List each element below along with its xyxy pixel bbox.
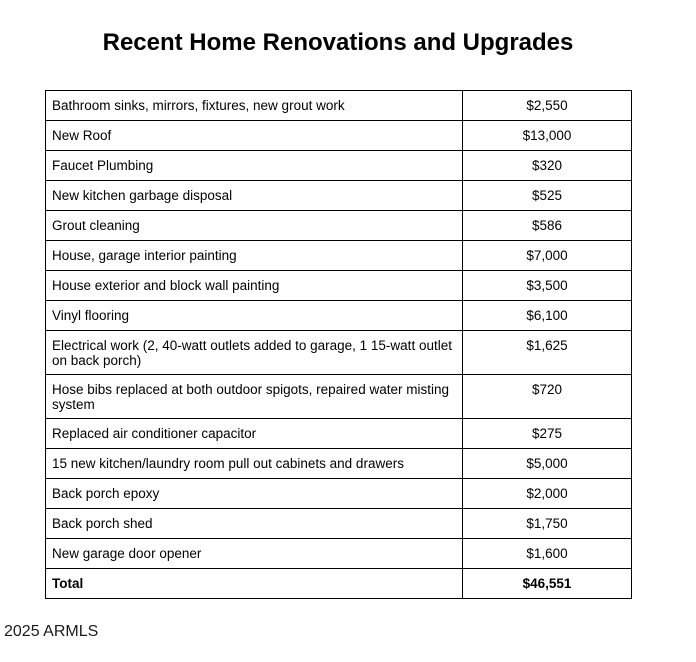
watermark: 2025 ARMLS [4, 623, 99, 640]
item-description: Vinyl flooring [46, 301, 463, 331]
item-description: New kitchen garbage disposal [46, 181, 463, 211]
item-description: New garage door opener [46, 539, 463, 569]
item-cost: $720 [463, 375, 632, 419]
item-description: Bathroom sinks, mirrors, fixtures, new grout work [46, 91, 463, 121]
item-description: Electrical work (2, 40-watt outlets added to garage, 1 15-watt outlet on back porch) [46, 331, 463, 375]
renovations-table [45, 90, 632, 599]
item-description: Faucet Plumbing [46, 151, 463, 181]
item-description: Grout cleaning [46, 211, 463, 241]
item-description: House exterior and block wall painting [46, 271, 463, 301]
item-cost: $1,750 [463, 509, 632, 539]
table-row [46, 91, 632, 121]
table-row [46, 539, 632, 569]
item-cost: $1,600 [463, 539, 632, 569]
table-row [46, 331, 632, 375]
table-row [46, 301, 632, 331]
item-cost: $13,000 [463, 121, 632, 151]
table-row [46, 509, 632, 539]
total-label: Total [46, 569, 463, 599]
item-description: Hose bibs replaced at both outdoor spigots, repaired water misting system [46, 375, 463, 419]
table-row [46, 181, 632, 211]
item-cost: $525 [463, 181, 632, 211]
item-description: Replaced air conditioner capacitor [46, 419, 463, 449]
table-row [46, 121, 632, 151]
table-row [46, 479, 632, 509]
table-row [46, 375, 632, 419]
item-description: Back porch epoxy [46, 479, 463, 509]
item-cost: $7,000 [463, 241, 632, 271]
item-cost: $275 [463, 419, 632, 449]
item-cost: $2,000 [463, 479, 632, 509]
item-description: 15 new kitchen/laundry room pull out cabinets and drawers [46, 449, 463, 479]
table-row [46, 271, 632, 301]
item-cost: $320 [463, 151, 632, 181]
item-cost: $6,100 [463, 301, 632, 331]
total-row [46, 569, 632, 599]
item-description: Back porch shed [46, 509, 463, 539]
table-row [46, 419, 632, 449]
table-row [46, 449, 632, 479]
table-row [46, 151, 632, 181]
item-description: New Roof [46, 121, 463, 151]
item-cost: $2,550 [463, 91, 632, 121]
table-row [46, 241, 632, 271]
total-cost: $46,551 [463, 569, 632, 599]
item-cost: $5,000 [463, 449, 632, 479]
item-cost: $586 [463, 211, 632, 241]
page-title: Recent Home Renovations and Upgrades [102, 29, 574, 56]
item-description: House, garage interior painting [46, 241, 463, 271]
item-cost: $3,500 [463, 271, 632, 301]
table-row [46, 211, 632, 241]
item-cost: $1,625 [463, 331, 632, 375]
